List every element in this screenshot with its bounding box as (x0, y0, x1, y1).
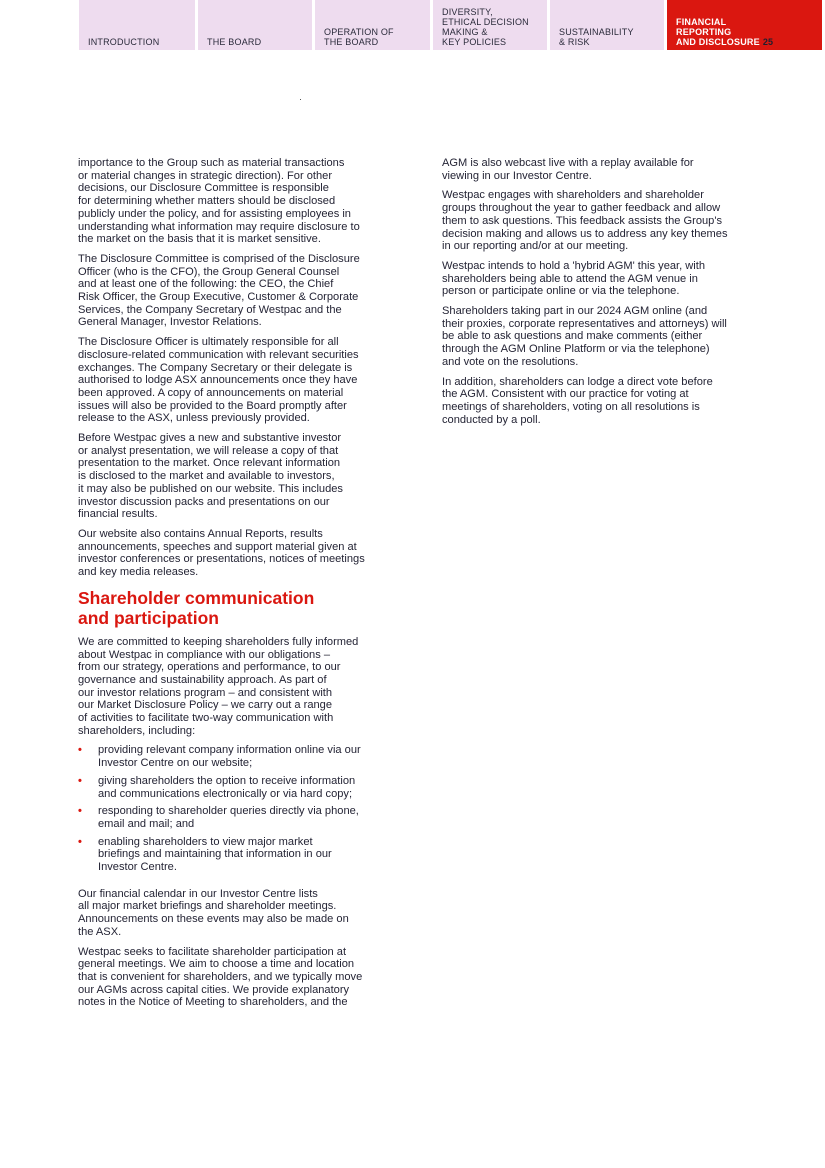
paragraph: We are committed to keeping shareholders fully informed about Westpac in compliance with our obligations – from our strategy, operations and performance, to our governance and sustainability approach. As part of our investor relations program – and consistent with our Market Disclosure Policy – we carry out a range of activities to facilitate two-way communication with shareholders, including: (78, 635, 359, 737)
tab-label: THE BOARD (207, 37, 262, 47)
list-item (78, 744, 422, 769)
list-item-text: responding to shareholder queries directly via phone, email and mail; and (98, 805, 359, 830)
list-item-text: giving shareholders the option to receive information and communications electronically or via hard copy; (98, 774, 356, 800)
paragraph: The Disclosure Officer is ultimately responsible for all disclosure-related communication with relevant securities exchanges. The Company Secretary or their delegate is authorised to lodge ASX announcements once they have been approved. A copy of announcements on material issues will also be provided to the Board promptly after release to the ASX, unless previously provided. (78, 336, 359, 425)
paragraph: Shareholders taking part in our 2024 AGM online (and their proxies, corporate representatives and attorneys) will be able to ask questions and make comments (either through the AGM Online Platform or via the telephone) and vote on the resolutions. (442, 305, 727, 368)
bullet-icon: • (78, 805, 82, 818)
tab-label: SUSTAINABILITY & RISK (559, 27, 634, 47)
right-column (442, 157, 787, 433)
tab-label: INTRODUCTION (88, 37, 160, 47)
paragraph: Westpac engages with shareholders and shareholder groups throughout the year to gather feedback and allow them to ask questions. This feedback assists the Group's decision making and allows us to address any key themes in our reporting and/or at our meeting. (442, 189, 728, 253)
page-number: 25 (762, 37, 774, 47)
bullet-icon: • (78, 774, 82, 787)
section-nav (79, 0, 822, 50)
paragraph: AGM is also webcast live with a replay available for viewing in our Investor Centre. (442, 157, 694, 182)
paragraph: The Disclosure Committee is comprised of the Disclosure Officer (who is the CFO), the Group General Counsel and at least one of the following: the CEO, the Chief Risk Officer, the Group Executive, Customer & Corporate Services, the Company Secretary of Westpac and the General Manager, Investor Relations. (78, 252, 360, 329)
tab-label: OPERATION OF THE BOARD (324, 27, 394, 47)
bullet-icon: • (78, 835, 82, 848)
stray-dot (300, 99, 301, 100)
tab-diversity-ethical-decision-making[interactable] (433, 0, 547, 50)
paragraph: importance to the Group such as material transactions or material changes in strategic direction). For other decisions, our Disclosure Committee is responsible for determining whether matters should be disclosed publicly under the policy, and for assisting employees in understanding what information may require disclosure to the market on the basis that it is market sensitive. (78, 157, 360, 246)
paragraph: Before Westpac gives a new and substantive investor or analyst presentation, we will release a copy of that presentation to the market. Once relevant information is disclosed to the market and available to investors, it may also be published on our website. This includes investor discussion packs and presentations on our financial results. (78, 432, 343, 521)
bullet-icon: • (78, 744, 82, 757)
section-heading: Shareholder communication and participation (78, 587, 315, 628)
tab-introduction[interactable] (79, 0, 195, 50)
paragraph: Our website also contains Annual Reports, results announcements, speeches and support material given at investor conferences or presentations, notices of meetings and key media releases. (78, 527, 365, 579)
tab-operation-of-the-board[interactable] (315, 0, 430, 50)
tab-the-board[interactable] (198, 0, 312, 50)
list-item-text: enabling shareholders to view major market briefings and maintaining that information in our Investor Centre. (98, 835, 332, 874)
tab-sustainability-risk[interactable] (550, 0, 664, 50)
tab-financial-reporting-disclosure[interactable] (667, 0, 822, 50)
paragraph: Westpac seeks to facilitate shareholder participation at general meetings. We aim to choose a time and location that is convenient for shareholders, and we typically move our AGMs across capital cities. We provide explanatory notes in the Notice of Meeting to shareholders, and the (78, 945, 363, 1009)
paragraph: Westpac intends to hold a 'hybrid AGM' this year, with shareholders being able to attend the AGM venue in person or participate online or via the telephone. (442, 259, 706, 298)
list-item-text: providing relevant company information online via our Investor Centre on our website; (98, 744, 361, 770)
left-column (78, 157, 422, 1016)
list-item (78, 836, 422, 874)
tab-label: FINANCIAL REPORTING AND DISCLOSURE (676, 17, 760, 47)
paragraph: Our financial calendar in our Investor Centre lists all major market briefings and shareholder meetings. Announcements on these events may also be made on the ASX. (78, 887, 349, 938)
paragraph: In addition, shareholders can lodge a direct vote before the AGM. Consistent with our practice for voting at meetings of shareholders, voting on all resolutions is conducted by a poll. (442, 375, 713, 426)
list-item (78, 775, 422, 800)
bullet-list (78, 744, 422, 873)
list-item (78, 805, 422, 830)
tab-label: DIVERSITY, ETHICAL DECISION MAKING & KEY POLICIES (442, 7, 529, 47)
